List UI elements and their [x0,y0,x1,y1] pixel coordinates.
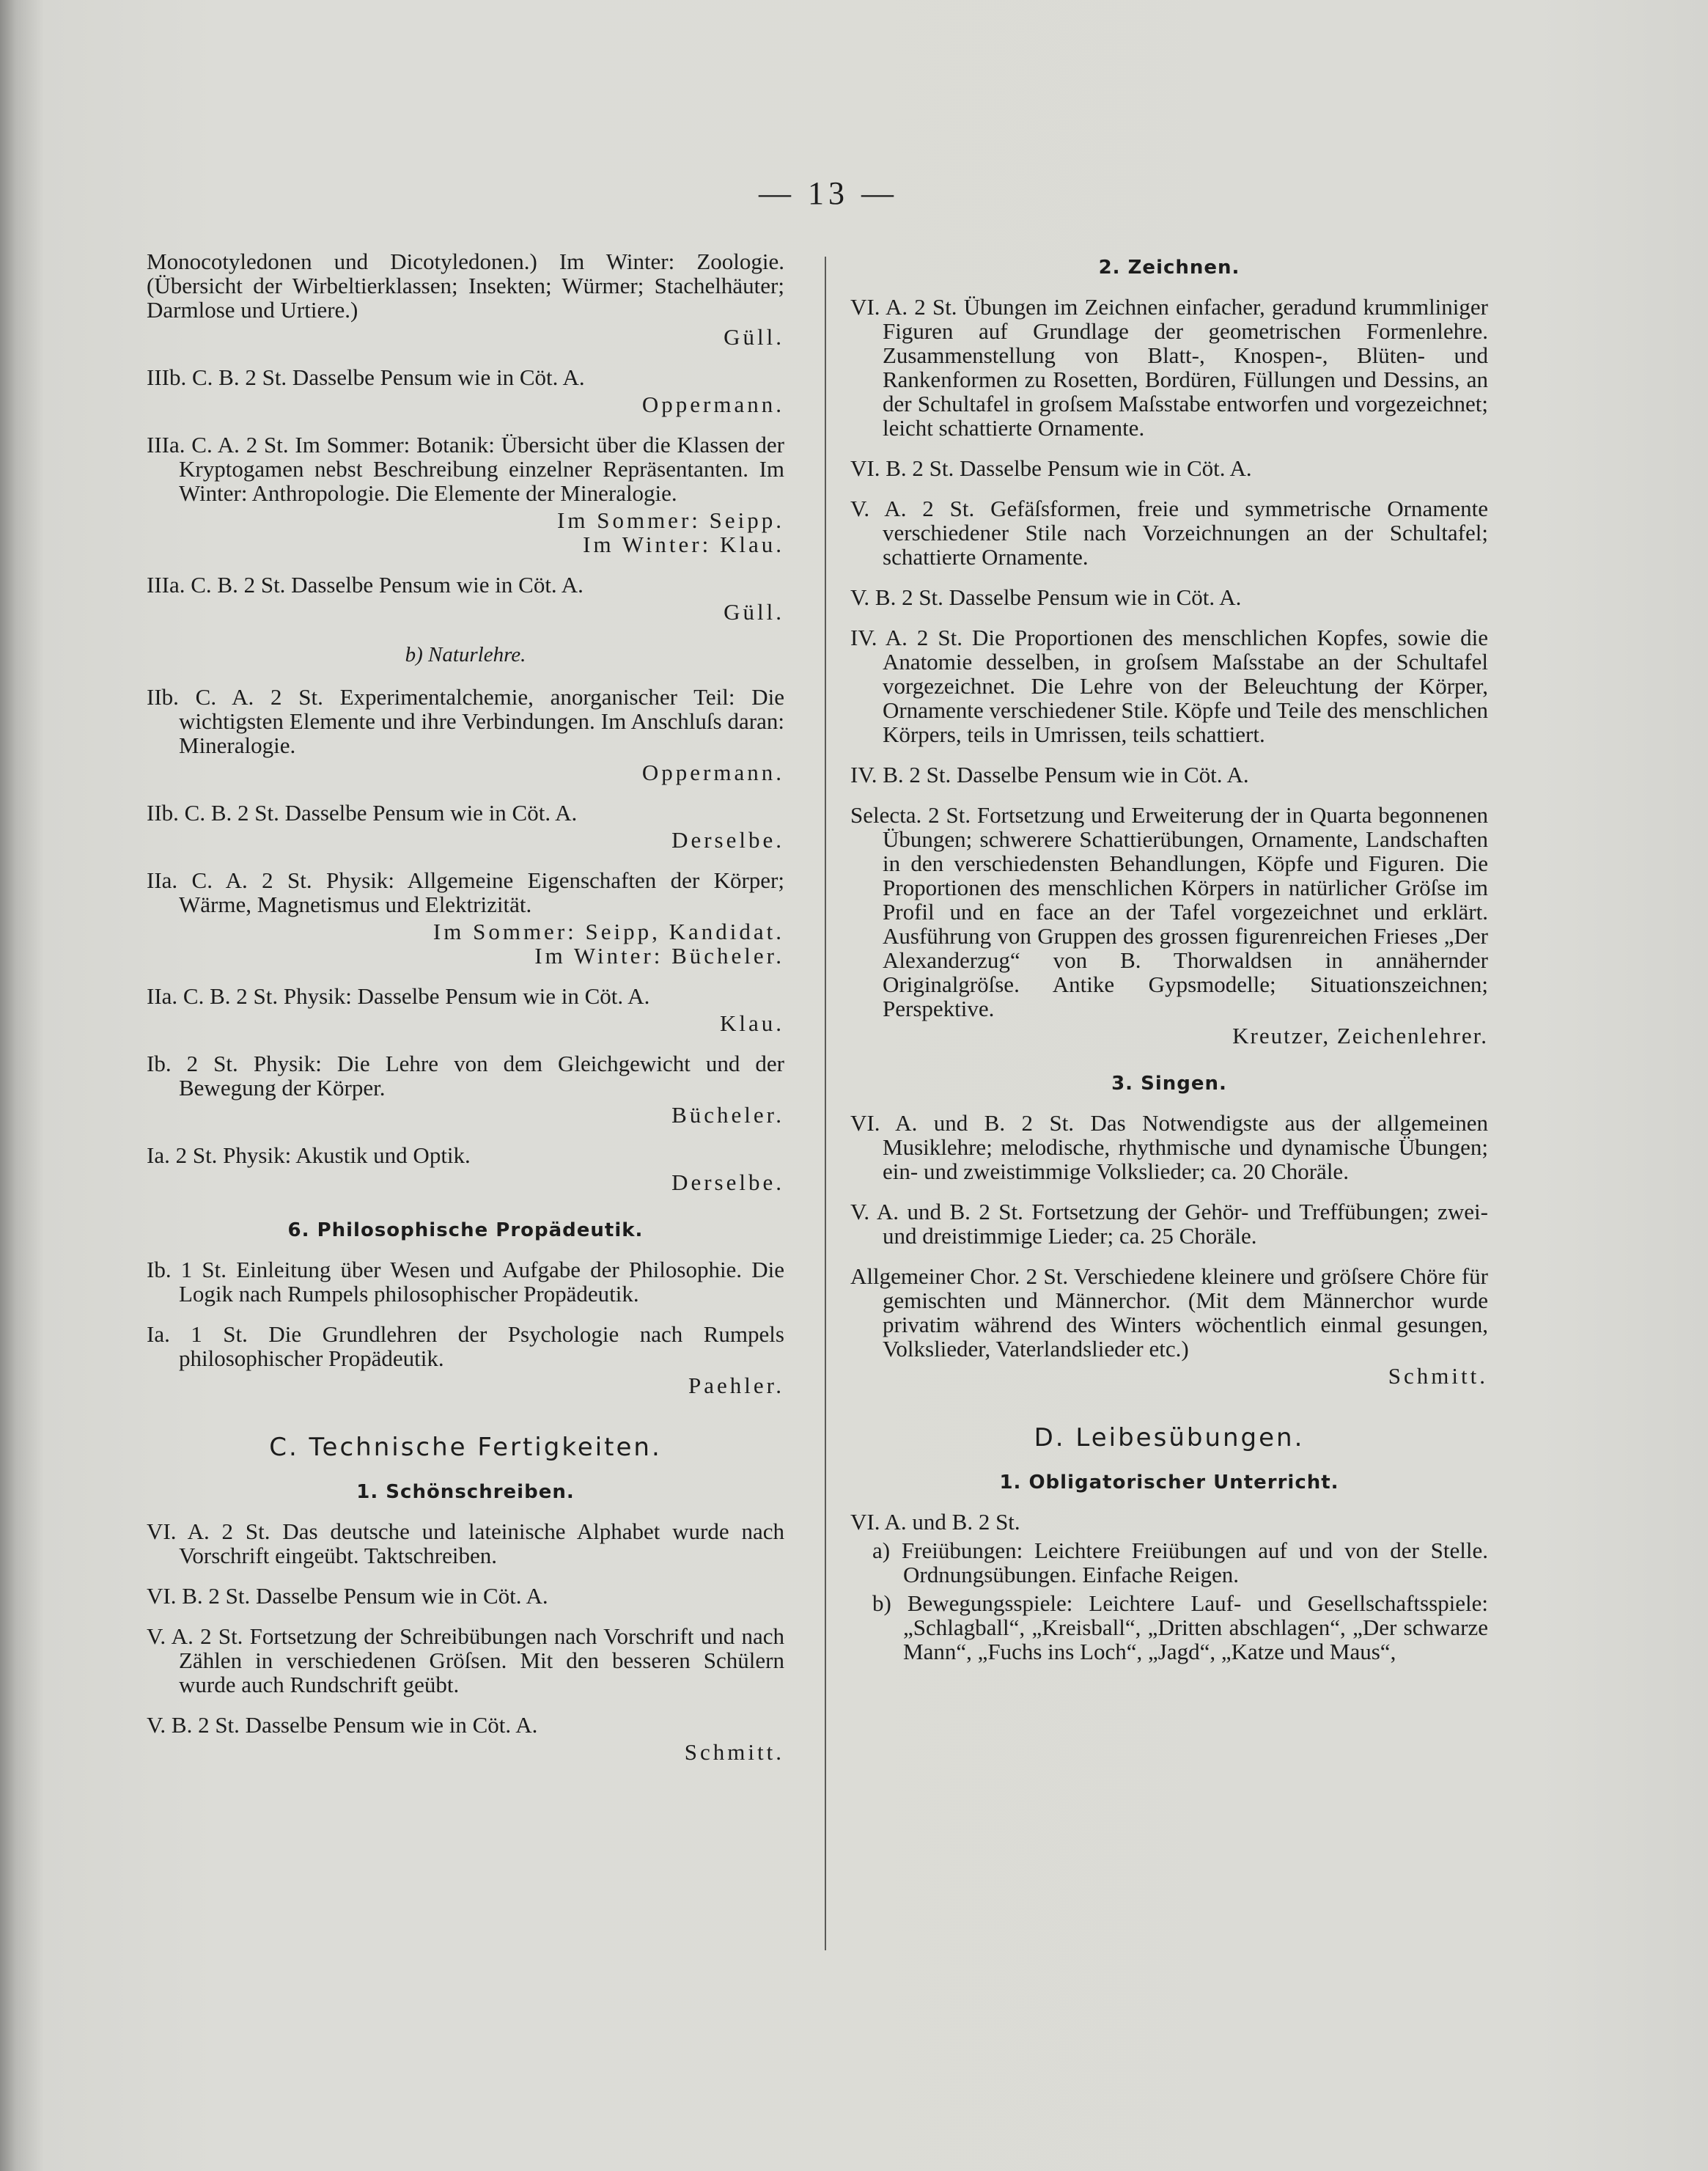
paragraph: VI. A. und B. 2 St. [850,1509,1020,1535]
signature: Güll. [724,599,784,625]
paragraph: IV. B. 2 St. Dasselbe Pensum wie in Cöt. A. [850,762,1249,787]
section-heading: 2. Zeichnen. [1098,257,1240,279]
section-heading: 1. Obligatorischer Unterricht. [999,1472,1339,1494]
paragraph: VI. A. 2 St. Das deutsche und lateinische Alphabet wurde nach Vorschrift eingeübt. Taktschreiben. [147,1518,784,1568]
paragraph: Ia. 2 St. Physik: Akustik und Optik. [147,1142,471,1168]
signature-line: Im Winter: Klau. [583,532,784,557]
signature-line: Im Winter: Bücheler. [534,943,784,969]
signature: Schmitt. [1388,1363,1488,1389]
signature-line: Im Sommer: Seipp, Kandidat. [432,919,784,944]
signature: Oppermann. [641,760,784,785]
major-heading: C. Technische Fertigkeiten. [269,1433,662,1462]
signature: Schmitt. [684,1739,784,1765]
signature: Oppermann. [641,392,784,417]
right-column [850,249,1488,1668]
signature [147,919,784,968]
paragraph: V. A. 2 St. Gefäſsformen, freie und symmetrische Ornamente verschiedener Stile nach Vorzeichnungen an der Schultafel; schattierte Ornamente. [850,496,1488,570]
column-divider [825,257,826,1950]
paragraph: VI. A. und B. 2 St. Das Notwendigste aus der allgemeinen Musiklehre; melodische, rhythmische und dynamische Übungen; ein- und zweistimmige Volkslieder; ca. 20 Choräle. [850,1110,1488,1184]
signature: Kreutzer, Zeichenlehrer. [1232,1023,1488,1048]
paragraph: Ib. 2 St. Physik: Die Lehre von dem Gleichgewicht und der Bewegung der Körper. [147,1051,784,1101]
paragraph: IIa. C. B. 2 St. Physik: Dasselbe Pensum wie in Cöt. A. [147,983,650,1009]
section-heading: 1. Schönschreiben. [356,1481,575,1503]
signature: Derselbe. [671,1169,784,1195]
section-heading: 3. Singen. [1111,1073,1227,1095]
subsection-heading: b) Naturlehre. [405,643,526,666]
paragraph: IIb. C. A. 2 St. Experimentalchemie, anorganischer Teil: Die wichtigsten Elemente und ihre Verbindungen. Im Anschluſs daran: Mineralogie. [147,684,784,758]
page-number: — 13 — [759,175,898,211]
paragraph: IIIa. C. A. 2 St. Im Sommer: Botanik: Übersicht über die Klassen der Kryptogamen nebst Beschreibung einzelner Repräsentanten. Im Winter: Anthropologie. Die Elemente der Mineralogie. [147,432,784,506]
paragraph: VI. B. 2 St. Dasselbe Pensum wie in Cöt. A. [850,455,1252,481]
paragraph: Ib. 1 St. Einleitung über Wesen und Aufgabe der Philosophie. Die Logik nach Rumpels philosophischer Propädeutik. [147,1257,784,1307]
paragraph: IIIa. C. B. 2 St. Dasselbe Pensum wie in Cöt. A. [147,572,584,598]
signature: Paehler. [688,1373,784,1398]
paragraph: VI. A. 2 St. Übungen im Zeichnen einfacher, geradund krummliniger Figuren auf Grundlage der geometrischen Formenlehre. Zusammenstellung von Blatt-, Knospen-, Blüten- und Rankenformen zu Rosetten, Bordüren, Füllungen und Dessins, an der Schultafel in groſsem Maſsstabe entworfen und vorgezeichnet; leicht schattierte Ornamente. [850,294,1488,441]
paragraph: Ia. 1 St. Die Grundlehren der Psychologie nach Rumpels philosophischer Propädeutik. [147,1321,784,1371]
section-heading: 6. Philosophische Propädeutik. [287,1219,644,1241]
paragraph: IV. A. 2 St. Die Proportionen des menschlichen Kopfes, sowie die Anatomie desselben, in groſsem Maſsstabe an der Schultafel vorgezeichnet. Die Lehre von der Beleuchtung der Körper, Ornamente verschiedener Stile. Köpfe und Teile des menschlichen Körpers, teils in Umrissen, teils schattiert. [850,625,1488,747]
paragraph: IIb. C. B. 2 St. Dasselbe Pensum wie in Cöt. A. [147,800,578,826]
paragraph: Allgemeiner Chor. 2 St. Verschiedene kleinere und gröſsere Chöre für gemischten und Männerchor. (Mit dem Männerchor wurde privatim während des Winters wöchentlich einmal gesungen, Volkslieder, Vaterlandslieder etc.) [850,1263,1488,1362]
paragraph: Selecta. 2 St. Fortsetzung und Erweiterung der in Quarta begonnenen Übungen; schwerere Schattierübungen, Ornamente, Landschaften in den verschiedensten Behandlungen, Köpfe und Figuren. Die Proportionen des menschlichen Körpers in natürlicher Gröſse im Profil und en face an der Tafel vorgezeichnet und erklärt. Ausführung von Gruppen des grossen figurenreichen Frieses „Der Alexanderzug“ von B. Thorwaldsen in annähernder Originalgröſse. Antike Gypsmodelle; Situationszeichnen; Perspektive. [850,802,1488,1021]
left-column [147,249,784,1780]
major-heading: D. Leibesübungen. [1034,1423,1305,1452]
paragraph: V. B. 2 St. Dasselbe Pensum wie in Cöt. A. [147,1712,538,1738]
paragraph: Monocotyledonen und Dicotyledonen.) Im Winter: Zoologie. (Übersicht der Wirbeltierklassen; Insekten; Würmer; Stachelhäuter; Darmlose und Urtiere.) [147,249,784,323]
signature: Klau. [719,1010,784,1036]
signature: Güll. [724,324,784,350]
list-item: a) Freiübungen: Leichtere Freiübungen auf und von der Stelle. Ordnungsübungen. Einfache Reigen. [872,1538,1488,1587]
signature: Bücheler. [671,1102,784,1128]
list-item: b) Bewegungsspiele: Leichtere Lauf- und Gesellschaftsspiele: „Schlagball“, „Kreisball“, „Dritten abschlagen“, „Der schwarze Mann“, „Fuchs ins Loch“, „Jagd“, „Katze und Maus“, [872,1590,1488,1664]
signature [147,508,784,556]
signature-line: Im Sommer: Seipp. [557,507,784,533]
paragraph: IIa. C. A. 2 St. Physik: Allgemeine Eigenschaften der Körper; Wärme, Magnetismus und Elektrizität. [147,867,784,917]
paragraph: IIIb. C. B. 2 St. Dasselbe Pensum wie in Cöt. A. [147,364,585,390]
paragraph: V. B. 2 St. Dasselbe Pensum wie in Cöt. A. [850,584,1242,610]
paragraph: V. A. 2 St. Fortsetzung der Schreibübungen nach Vorschrift und nach Zählen in verschiedenen Gröſsen. Mit den besseren Schülern wurde auch Rundschrift geübt. [147,1623,784,1697]
signature: Derselbe. [671,827,784,853]
paragraph: V. A. und B. 2 St. Fortsetzung der Gehör- und Treffübungen; zwei- und dreistimmige Lieder; ca. 25 Choräle. [850,1199,1488,1249]
paragraph: VI. B. 2 St. Dasselbe Pensum wie in Cöt. A. [147,1583,548,1609]
